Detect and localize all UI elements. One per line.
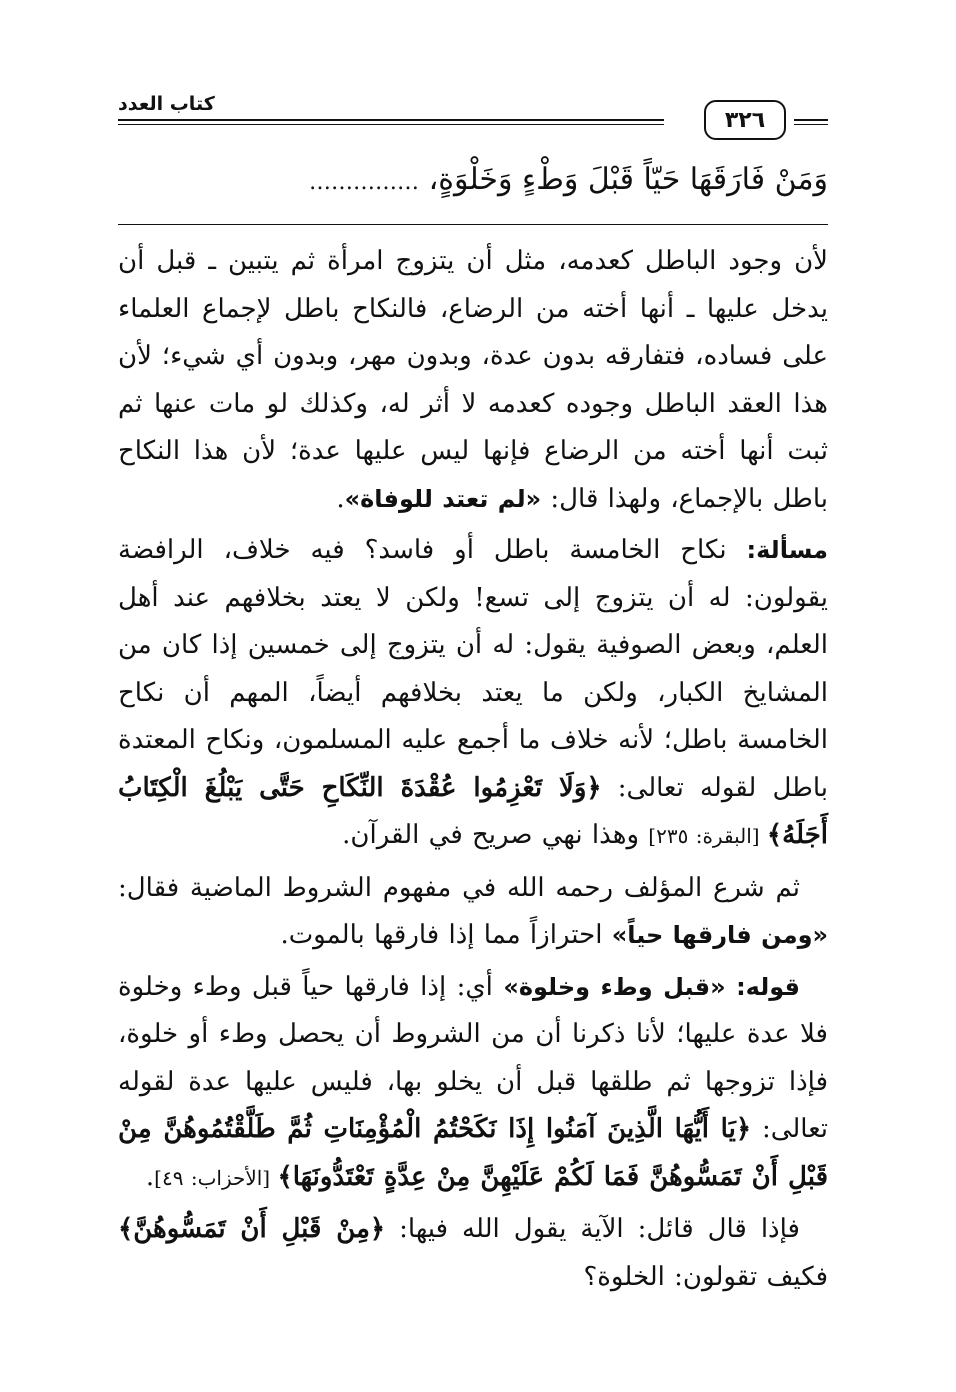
matn-quote: «ومن فارقها حياً»	[611, 921, 828, 949]
qawluhu-label: قوله:	[736, 972, 800, 1001]
quran-verse: ﴿يَا أَيُّهَا الَّذِينَ آمَنُوا إِذَا نَكَحْتُمُ الْمُؤْمِنَاتِ ثُمَّ طَلَّقْتُمُوهُنَّ مِنْ قَبْلِ أَنْ تَمَسُّوهُنَّ فَمَا لَكُمْ عَلَيْهِنَّ مِنْ عِدَّةٍ تَعْتَدُّونَهَا﴾	[118, 1114, 828, 1192]
paragraph-3	[118, 865, 828, 960]
paragraph-text: لأن وجود الباطل كعدمه، مثل أن يتزوج امرأة ثم يتبين ـ قبل أن يدخل عليها ـ أنها أخته من الرضاع، فالنكاح باطل لإجماع العلماء على فساده، فتفارقه بدون عدة، وبدون مهر، وبدون أي شيء؛ لأن هذا العقد الباطل وجوده كعدمه لا أثر له، وكذلك لو مات عنها ثم ثبت أنها أخته من الرضاع فإنها ليس عليها عدة؛ لأن هذا النكاح باطل بالإجماع، ولهذا قال:	[118, 246, 828, 514]
paragraph-1	[118, 238, 828, 523]
page-number: ٣٢٦	[704, 100, 786, 140]
header-rule-right	[794, 119, 828, 125]
matn-text	[118, 156, 828, 207]
paragraph-text: ثم شرع المؤلف رحمه الله في مفهوم الشروط الماضية فقال:	[118, 872, 800, 903]
matn-quote: «لم تعتد للوفاة»	[344, 484, 542, 513]
commentary	[118, 238, 828, 1305]
matn-line: وَمَنْ فَارَقَهَا حَيّاً قَبْلَ وَطْءٍ وَخَلْوَةٍ،	[428, 162, 828, 197]
issue-label: مسألة:	[746, 536, 828, 564]
quran-verse: ﴿مِنْ قَبْلِ أَنْ تَمَسُّوهُنَّ﴾	[118, 1214, 386, 1244]
header-rule-left	[118, 119, 664, 125]
paragraph-5	[118, 1206, 828, 1301]
paragraph-2	[118, 527, 828, 861]
verse-reference: [البقرة: ٢٣٥]	[648, 824, 767, 848]
paragraph-end: فكيف تقولون: الخلوة؟	[583, 1261, 828, 1292]
paragraph-end: .	[145, 1161, 155, 1192]
paragraph-text: نكاح الخامسة باطل أو فاسد؟ فيه خلاف، الرافضة يقولون: له أن يتزوج إلى تسع! ولكن لا يعتد بخلافهم عند أهل العلم، وبعض الصوفية يقول: له أن يتزوج إلى خمسين إذا كان من المشايخ الكبار، ولكن ما يعتد بخلافهم أيضاً، المهم أن نكاح الخامسة باطل؛ لأنه خلاف ما أجمع عليه المسلمون، ونكاح المعتدة باطل لقوله تعالى:	[118, 535, 828, 803]
page-header	[118, 92, 828, 142]
matn-quote: «قبل وطء وخلوة»	[503, 972, 737, 1001]
paragraph-4	[118, 964, 828, 1203]
book-title: كتاب العدد	[118, 93, 215, 115]
quran-verse: ﴿وَلَا تَعْزِمُوا عُقْدَةَ النِّكَاحِ حَتَّى يَبْلُغَ الْكِتَابُ أَجَلَهُ﴾	[118, 772, 828, 850]
verse-reference: [الأحزاب: ٤٩]	[154, 1165, 278, 1190]
paragraph-end: وهذا نهي صريح في القرآن.	[342, 820, 649, 850]
paragraph-end: احترازاً مما إذا فارقها بالموت.	[280, 920, 612, 950]
paragraph-text: أي: إذا فارقها حياً قبل وطء وخلوة فلا عدة عليها؛ لأنا ذكرنا أن من الشروط أن يحصل وطء أو خلوة، فإذا تزوجها ثم طلقها قبل أن يخلو بها، فليس عليها عدة لقوله تعالى:	[118, 971, 828, 1144]
paragraph-end: .	[336, 483, 345, 514]
paragraph-text: فإذا قال قائل: الآية يقول الله فيها:	[385, 1214, 800, 1244]
matn-dots: ……………	[309, 170, 420, 195]
separator-rule	[118, 224, 828, 225]
